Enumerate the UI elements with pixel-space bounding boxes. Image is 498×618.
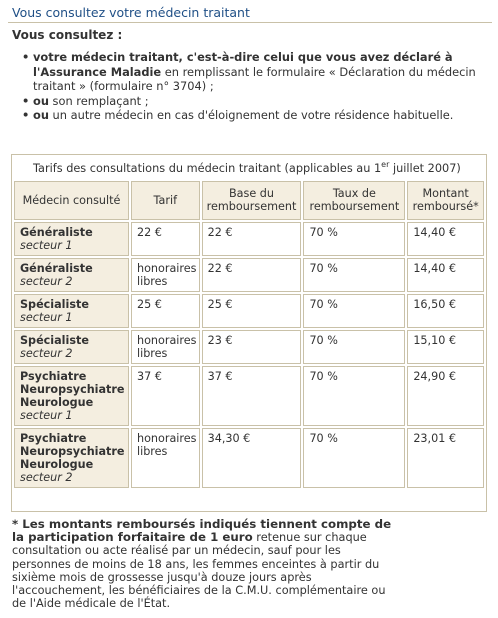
header-taux: Taux de remboursement [303, 181, 405, 220]
header-base: Base du remboursement [202, 181, 302, 220]
cell-doctor [14, 222, 129, 256]
cell-base: 22 € [202, 258, 302, 292]
cell-base: 25 € [202, 294, 302, 328]
cell-taux: 70 % [303, 222, 405, 256]
doctor-sector: secteur 2 [20, 274, 73, 288]
list-item [22, 94, 482, 109]
cell-doctor [14, 366, 129, 426]
doctor-name: Généraliste [20, 261, 93, 275]
cell-montant: 14,40 € [407, 258, 484, 292]
doctor-sector: secteur 2 [20, 470, 73, 484]
table-body [14, 222, 484, 488]
doctor-name: Généraliste [20, 225, 93, 239]
doctor-name: Spécialiste [20, 297, 89, 311]
table-row [14, 330, 484, 364]
cell-montant: 16,50 € [407, 294, 484, 328]
cell-taux: 70 % [303, 258, 405, 292]
doctor-name: Psychiatre Neuropsychiatre Neurologue [20, 369, 125, 409]
table-header-row [14, 181, 484, 220]
cell-doctor [14, 294, 129, 328]
doctor-sector: secteur 1 [20, 408, 73, 422]
cell-tarif: honoraires libres [131, 330, 200, 364]
table-row [14, 366, 484, 426]
caption-text: Tarifs des consultations du médecin traitant (applicables au 1 [33, 161, 382, 175]
cell-doctor [14, 330, 129, 364]
list-item-text: un autre médecin en cas d'éloignement de votre résidence habituelle. [48, 108, 454, 122]
cell-tarif: 22 € [131, 222, 200, 256]
bullet-icon: • [22, 108, 30, 122]
consultation-list [22, 50, 482, 123]
bullet-icon: • [22, 50, 30, 64]
tariff-table-box [11, 154, 487, 512]
cell-tarif: honoraires libres [131, 428, 200, 488]
list-item-bold: votre médecin traitant, c'est-à-dire celui que vous avez déclaré à l'Assurance Maladie [33, 50, 453, 79]
table-row [14, 258, 484, 292]
footnote-bold: * Les montants remboursés indiqués tiennent compte de la participation forfaitaire de 1 euro [12, 517, 392, 545]
page-title: Vous consultez votre médecin traitant [12, 5, 250, 20]
header-montant: Montant remboursé* [407, 181, 484, 220]
doctor-sector: secteur 1 [20, 238, 73, 252]
cell-base: 34,30 € [202, 428, 302, 488]
cell-montant: 14,40 € [407, 222, 484, 256]
cell-tarif: 37 € [131, 366, 200, 426]
cell-taux: 70 % [303, 366, 405, 426]
header-doctor: Médecin consulté [14, 181, 129, 220]
cell-tarif: 25 € [131, 294, 200, 328]
footnote-text: retenue sur chaque consultation ou acte réalisé par un médecin, sauf pour les personnes de moins de 18 ans, les femmes enceintes à partir du sixième mois de grossesse jusqu'à douze jours après l'accouchement, les bénéficiaires de la C.M.U. complémentaire ou de l'Aide médicale de l'État. [12, 531, 386, 611]
caption-superscript: er [381, 160, 390, 169]
list-item-text: son remplaçant ; [48, 93, 149, 108]
list-item-bold: ou [33, 93, 49, 108]
doctor-sector: secteur 1 [20, 310, 73, 324]
table-row [14, 428, 484, 488]
table-row [14, 222, 484, 256]
tariff-table [12, 155, 486, 490]
table-row [14, 294, 484, 328]
header-tarif: Tarif [131, 181, 200, 220]
table-caption [12, 155, 486, 179]
list-item-bold: ou [33, 108, 49, 122]
list-item-text: en remplissant le formulaire « Déclaration du médecin traitant » (formulaire n° 3704) ; [33, 64, 476, 93]
bullet-icon: • [22, 93, 30, 108]
doctor-name: Psychiatre Neuropsychiatre Neurologue [20, 431, 125, 471]
doctor-sector: secteur 2 [20, 346, 73, 360]
cell-doctor [14, 258, 129, 292]
footnote [12, 518, 392, 610]
list-item [22, 108, 482, 123]
caption-date-end: juillet 2007) [389, 161, 461, 175]
cell-montant: 15,10 € [407, 330, 484, 364]
cell-base: 23 € [202, 330, 302, 364]
cell-taux: 70 % [303, 294, 405, 328]
list-item [22, 50, 482, 94]
cell-doctor [14, 428, 129, 488]
cell-base: 37 € [202, 366, 302, 426]
cell-taux: 70 % [303, 330, 405, 364]
doctor-name: Spécialiste [20, 333, 89, 347]
cell-taux: 70 % [303, 428, 405, 488]
cell-base: 22 € [202, 222, 302, 256]
title-divider [8, 22, 492, 23]
cell-montant: 23,01 € [407, 428, 484, 488]
cell-tarif: honoraires libres [131, 258, 200, 292]
cell-montant: 24,90 € [407, 366, 484, 426]
intro-heading: Vous consultez : [12, 28, 123, 42]
